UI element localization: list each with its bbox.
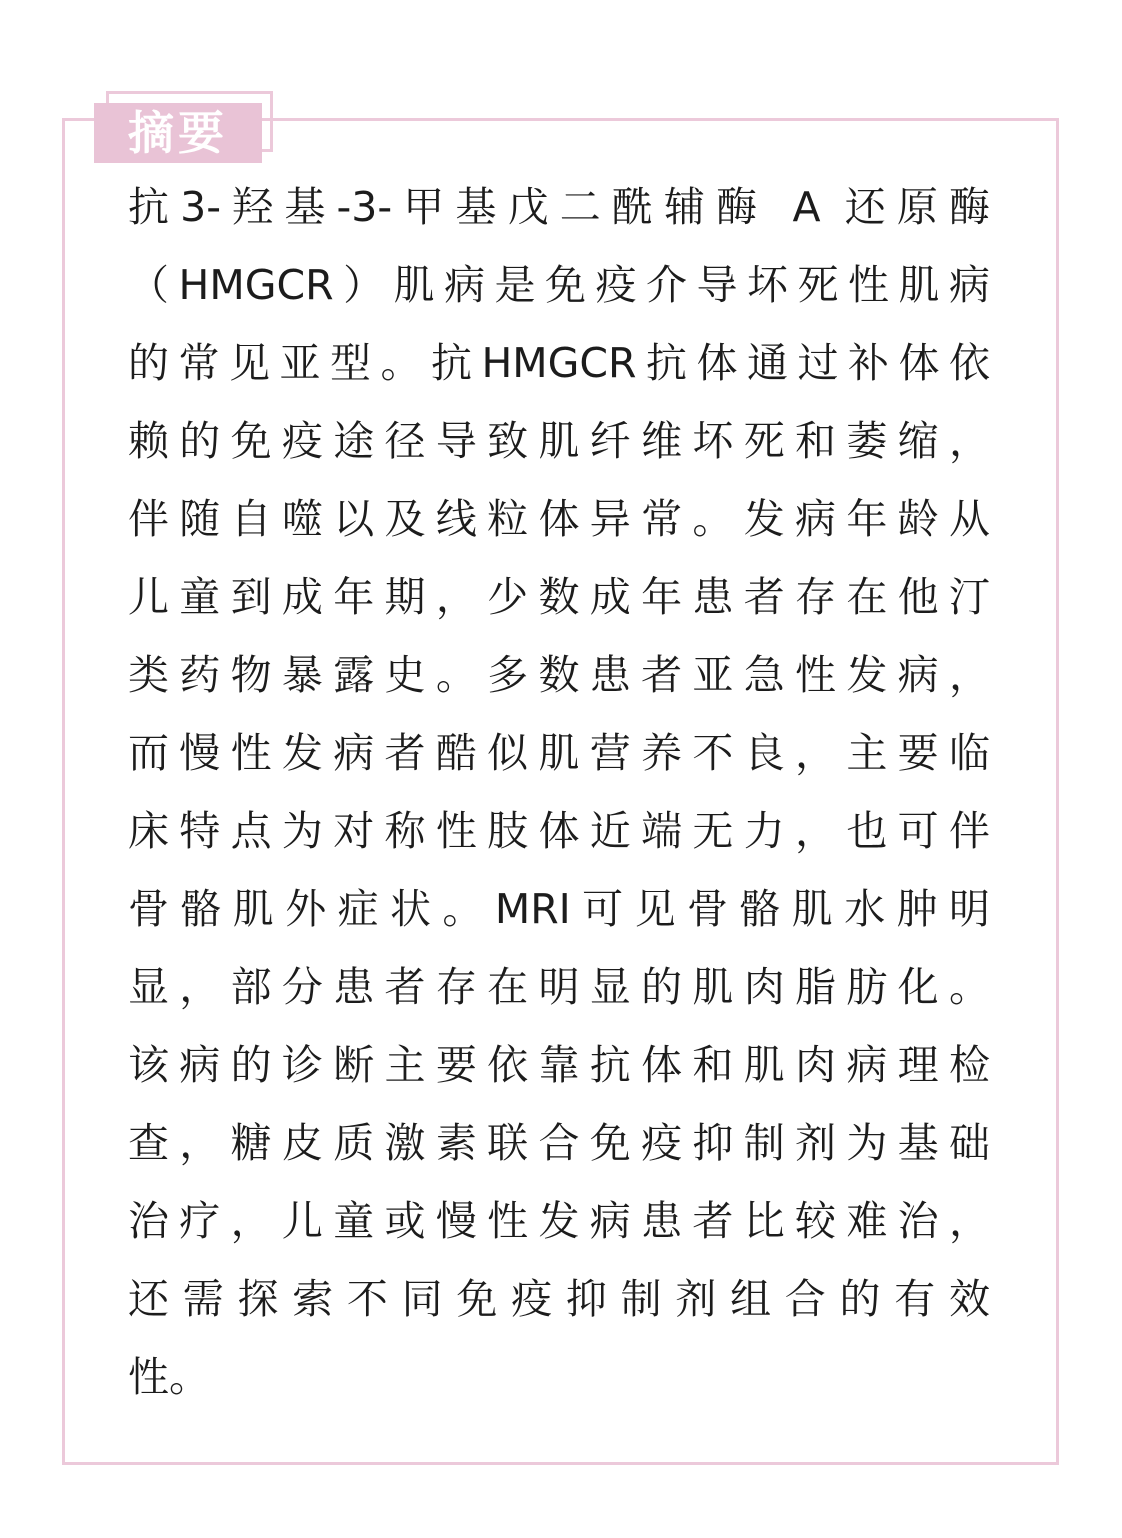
abstract-line: 床特点为对称性肢体近端无力，也可伴: [128, 807, 990, 855]
abstract-line: 治疗，儿童或慢性发病患者比较难治，: [128, 1197, 990, 1245]
abstract-line: 抗3-羟基-3-甲基戊二酰辅酶 A 还原酶: [128, 183, 990, 231]
abstract-line: 而慢性发病者酷似肌营养不良，主要临: [128, 729, 990, 777]
abstract-line: 查，糖皮质激素联合免疫抑制剂为基础: [128, 1119, 990, 1167]
abstract-line: （HMGCR）肌病是免疫介导坏死性肌病: [128, 261, 990, 309]
section-tag-label: 摘要: [94, 103, 262, 163]
abstract-line: 的常见亚型。抗HMGCR抗体通过补体依: [128, 339, 990, 387]
abstract-line: 还需探索不同免疫抑制剂组合的有效: [128, 1275, 990, 1323]
abstract-line: 伴随自噬以及线粒体异常。发病年龄从: [128, 495, 990, 543]
abstract-line: 性。: [128, 1353, 210, 1401]
abstract-body: [128, 168, 990, 1416]
abstract-line: 该病的诊断主要依靠抗体和肌肉病理检: [128, 1041, 990, 1089]
abstract-line: 骨骼肌外症状。MRI可见骨骼肌水肿明: [128, 885, 990, 933]
abstract-line: 显，部分患者存在明显的肌肉脂肪化。: [128, 963, 990, 1011]
abstract-line: 赖的免疫途径导致肌纤维坏死和萎缩，: [128, 417, 990, 465]
abstract-line: 类药物暴露史。多数患者亚急性发病，: [128, 651, 990, 699]
abstract-line: 儿童到成年期，少数成年患者存在他汀: [128, 573, 990, 621]
